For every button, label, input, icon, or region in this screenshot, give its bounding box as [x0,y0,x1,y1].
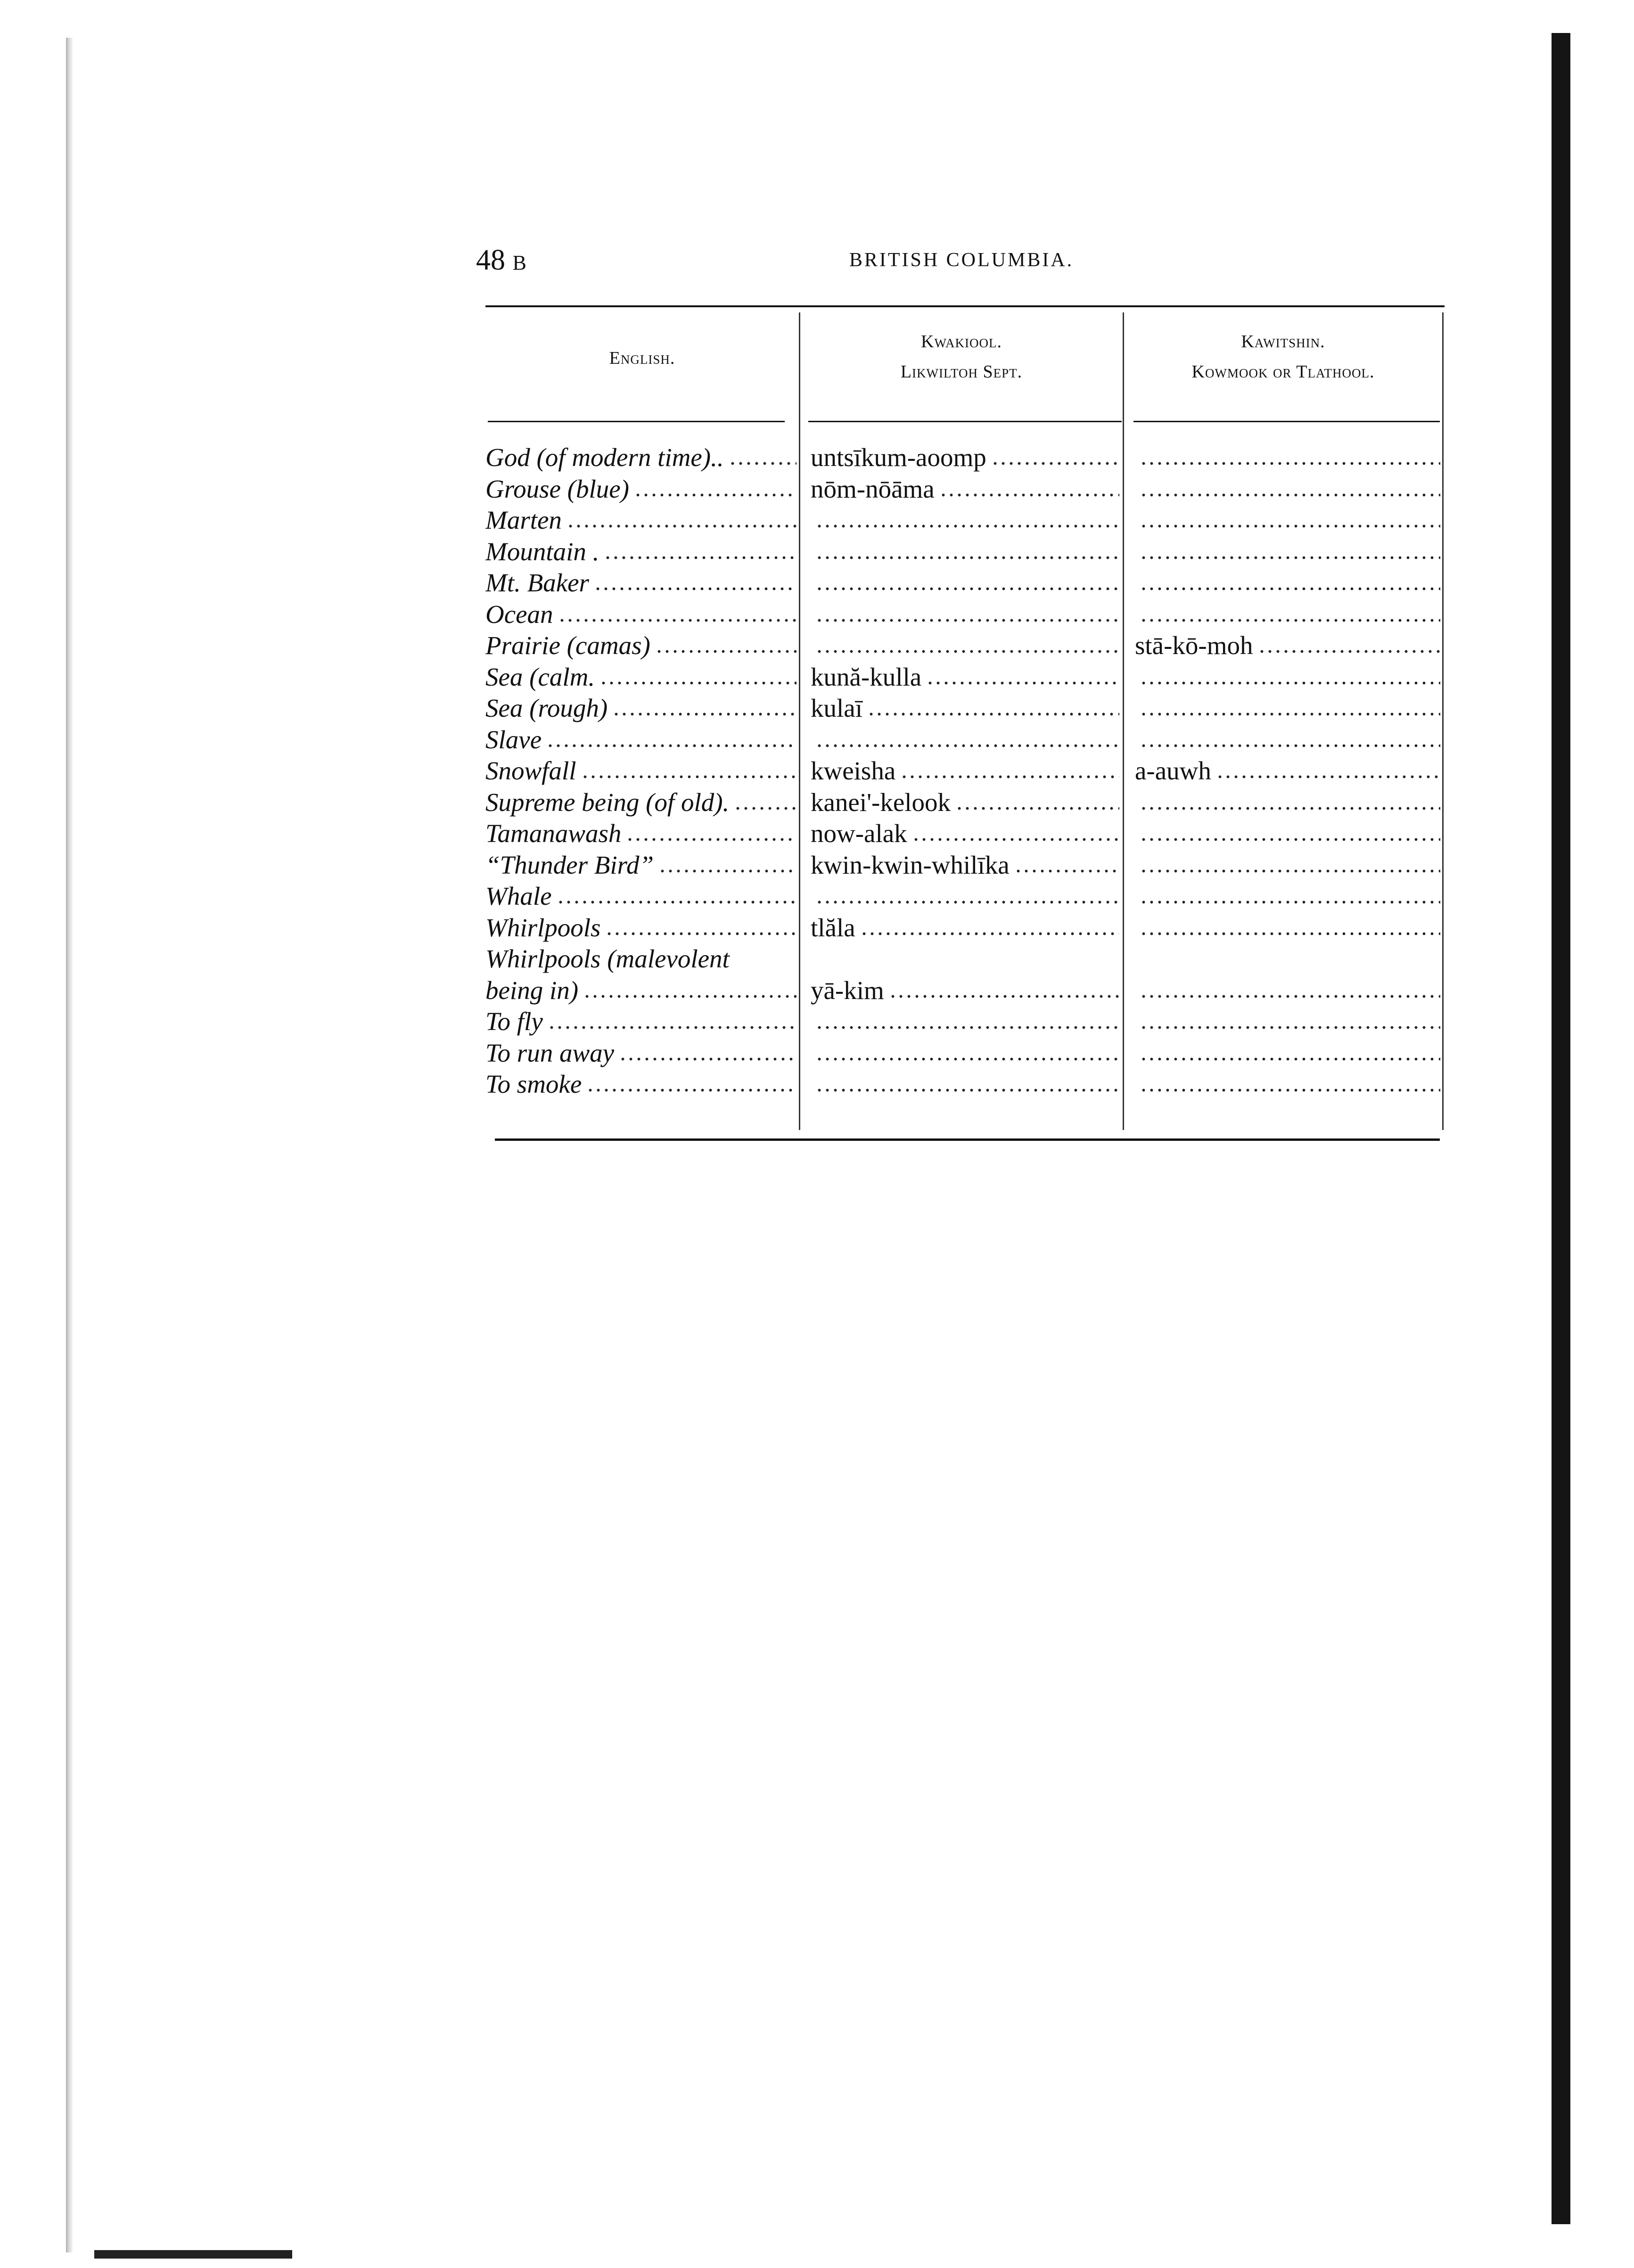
kwakiool-term: yā-kim [811,975,884,1005]
cell-kawitshin [1135,630,1440,661]
dot-leader [729,442,796,466]
english-term: Mountain . [485,537,599,566]
column-header-line: Kwakiool. [921,332,1002,352]
page-title: BRITISH COLUMBIA. [849,249,1074,271]
kawitshin-term: a-auwh [1135,756,1211,785]
dot-leader [1140,912,1440,936]
cell-kawitshin [1135,474,1440,505]
table-row [485,1069,1445,1100]
dot-leader [1140,536,1440,560]
column-header-kawitshin [1124,327,1442,387]
dot-leader [581,755,796,779]
dot-leader [991,442,1119,466]
dot-leader [867,693,1119,716]
dot-leader [815,724,1119,748]
dot-leader [815,630,1119,654]
dot-leader [1014,850,1119,873]
dot-leader [583,975,796,999]
cell-kawitshin [1135,599,1440,630]
table-top-rule [485,305,1445,307]
table-row [485,787,1445,818]
table-row [485,442,1445,473]
dot-leader [815,881,1119,904]
table-row [485,662,1445,693]
english-term: To fly [485,1007,543,1036]
english-term: Marten [485,506,562,534]
table-row [485,1006,1445,1037]
cell-kwakiool [811,630,1119,661]
cell-kwakiool [811,912,1119,943]
cell-kawitshin [1135,536,1440,567]
dot-leader [605,912,796,936]
english-term: To run away [485,1038,615,1067]
english-term: “Thunder Bird” [485,850,654,879]
cell-kwakiool [811,850,1119,881]
table-row [485,536,1445,567]
cell-english [485,755,796,786]
dot-leader [599,662,796,685]
cell-kawitshin [1135,693,1440,724]
english-term: Whirlpools (malevolent [485,944,730,973]
table-row [485,975,1445,1006]
cell-kwakiool [811,1038,1119,1069]
dot-leader [634,474,796,497]
column-header-english [485,343,799,373]
cell-kwakiool [811,881,1119,912]
dot-leader [1140,818,1440,842]
column-header-line: English. [609,348,675,368]
cell-kwakiool [811,943,1119,974]
dot-leader [658,850,796,873]
page-number-value: 48 [476,244,505,276]
cell-kwakiool [811,787,1119,818]
dot-leader [860,912,1119,936]
english-term: Mt. Baker [485,568,589,597]
dot-leader [567,505,796,528]
dot-leader [1140,787,1440,811]
cell-kawitshin [1135,662,1440,693]
cell-english [485,599,796,630]
cell-english [485,536,796,567]
table-bottom-rule [495,1138,1440,1141]
dot-leader [815,1006,1119,1030]
dot-leader [655,630,796,654]
cell-kawitshin [1135,724,1440,755]
cell-kwakiool [811,474,1119,505]
column-header-line: Kawitshin. [1241,332,1325,352]
english-term: Sea (calm. [485,662,595,691]
dot-leader [1140,975,1440,999]
column-header-kwakiool [800,327,1123,387]
cell-kwakiool [811,1069,1119,1100]
table-row [485,943,1445,974]
english-term: To smoke [485,1070,582,1098]
dot-leader [1140,1006,1440,1030]
cell-kawitshin [1135,787,1440,818]
dot-leader [815,599,1119,622]
cell-english [485,912,796,943]
dot-leader [1140,442,1440,466]
scan-margin-right [1552,33,1570,2224]
cell-english [485,693,796,724]
cell-kawitshin [1135,1069,1440,1100]
running-head [476,241,1447,279]
dot-leader [1258,630,1440,654]
dot-leader [815,1038,1119,1061]
cell-kwakiool [811,1006,1119,1037]
table-row [485,505,1445,536]
kwakiool-term: kanei'-kelook [811,787,951,817]
cell-kawitshin [1135,943,1440,974]
dot-leader [1140,881,1440,904]
dot-leader [586,1069,796,1092]
dot-leader [1140,724,1440,748]
header-rule [488,421,785,422]
cell-kawitshin [1135,442,1440,473]
table-row [485,693,1445,724]
cell-english [485,818,796,849]
column-header-line: Likwiltoh Sept. [900,362,1023,382]
header-rule [1133,421,1440,422]
table-row [485,818,1445,849]
cell-kwakiool [811,818,1119,849]
cell-kawitshin [1135,1006,1440,1037]
dot-leader [546,724,796,748]
kwakiool-term: untsīkum-aoomp [811,443,986,472]
dot-leader [815,1069,1119,1092]
dot-leader [939,474,1119,497]
kwakiool-term: kună-kulla [811,662,922,691]
cell-english [485,567,796,598]
table-row [485,724,1445,755]
table-row [485,599,1445,630]
scan-margin-left [66,38,73,2252]
cell-kawitshin [1135,567,1440,598]
cell-kawitshin [1135,818,1440,849]
kwakiool-term: kulaī [811,694,862,722]
dot-leader [558,599,796,622]
cell-kwakiool [811,567,1119,598]
kawitshin-term: stā-kō-moh [1135,631,1253,660]
dot-leader [1140,1069,1440,1092]
cell-english [485,442,796,473]
english-term: Snowfall [485,756,576,785]
cell-english [485,662,796,693]
scan-mark-bottom [94,2250,292,2259]
cell-kawitshin [1135,912,1440,943]
cell-kwakiool [811,599,1119,630]
cell-english [485,850,796,881]
cell-english [485,1038,796,1069]
dot-leader [1140,505,1440,528]
cell-english [485,724,796,755]
dot-leader [1140,599,1440,622]
table-row [485,881,1445,912]
cell-kawitshin [1135,505,1440,536]
english-term: Tamanawash [485,819,622,848]
cell-english [485,787,796,818]
dot-leader [815,567,1119,591]
cell-english [485,1069,796,1100]
dot-leader [557,881,796,904]
cell-kwakiool [811,505,1119,536]
dot-leader [912,818,1119,842]
kwakiool-term: nōm-nōāma [811,474,935,503]
cell-kawitshin [1135,755,1440,786]
english-term: being in) [485,975,579,1005]
dot-leader [1140,567,1440,591]
english-term: Slave [485,725,542,754]
english-term: Grouse (blue) [485,474,629,503]
english-term: Whale [485,882,552,910]
english-term: Whirlpools [485,913,601,942]
cell-english [485,975,796,1006]
column-header-line: Kowmook or Tlathool. [1191,362,1375,382]
dot-leader [900,755,1119,779]
vocabulary-table [485,305,1445,1144]
cell-kawitshin [1135,881,1440,912]
dot-leader [612,693,796,716]
cell-english [485,505,796,536]
cell-kwakiool [811,442,1119,473]
dot-leader [1140,474,1440,497]
cell-kawitshin [1135,850,1440,881]
kwakiool-term: kweisha [811,756,896,785]
dot-leader [1140,850,1440,873]
cell-english [485,881,796,912]
table-row [485,630,1445,661]
table-row [485,912,1445,943]
english-term: God (of modern time).. [485,443,724,472]
cell-english [485,630,796,661]
dot-leader [1140,1038,1440,1061]
dot-leader [1216,755,1440,779]
dot-leader [1140,662,1440,685]
cell-kawitshin [1135,1038,1440,1069]
table-row [485,755,1445,786]
cell-kawitshin [1135,975,1440,1006]
english-term: Supreme being (of old). [485,787,730,817]
kwakiool-term: tlăla [811,913,855,942]
header-rule [808,421,1122,422]
dot-leader [548,1006,796,1030]
english-term: Ocean [485,599,553,629]
dot-leader [815,536,1119,560]
cell-kwakiool [811,662,1119,693]
english-term: Sea (rough) [485,694,608,722]
cell-english [485,1006,796,1037]
cell-english [485,474,796,505]
table-row [485,567,1445,598]
kwakiool-term: now-alak [811,819,907,848]
dot-leader [926,662,1119,685]
cell-kwakiool [811,536,1119,567]
dot-leader [626,818,796,842]
dot-leader [1140,693,1440,716]
english-term: Prairie (camas) [485,631,650,660]
table-row [485,474,1445,505]
dot-leader [889,975,1119,999]
cell-kwakiool [811,724,1119,755]
dot-leader [815,505,1119,528]
cell-kwakiool [811,693,1119,724]
dot-leader [594,567,796,591]
cell-kwakiool [811,755,1119,786]
table-row [485,850,1445,881]
cell-english [485,943,796,974]
page-number-suffix: B [512,251,526,274]
dot-leader [734,787,796,811]
dot-leader [955,787,1119,811]
table-row [485,1038,1445,1069]
dot-leader [604,536,796,560]
cell-kwakiool [811,975,1119,1006]
kwakiool-term: kwin-kwin-whilīka [811,850,1010,879]
dot-leader [619,1038,796,1061]
